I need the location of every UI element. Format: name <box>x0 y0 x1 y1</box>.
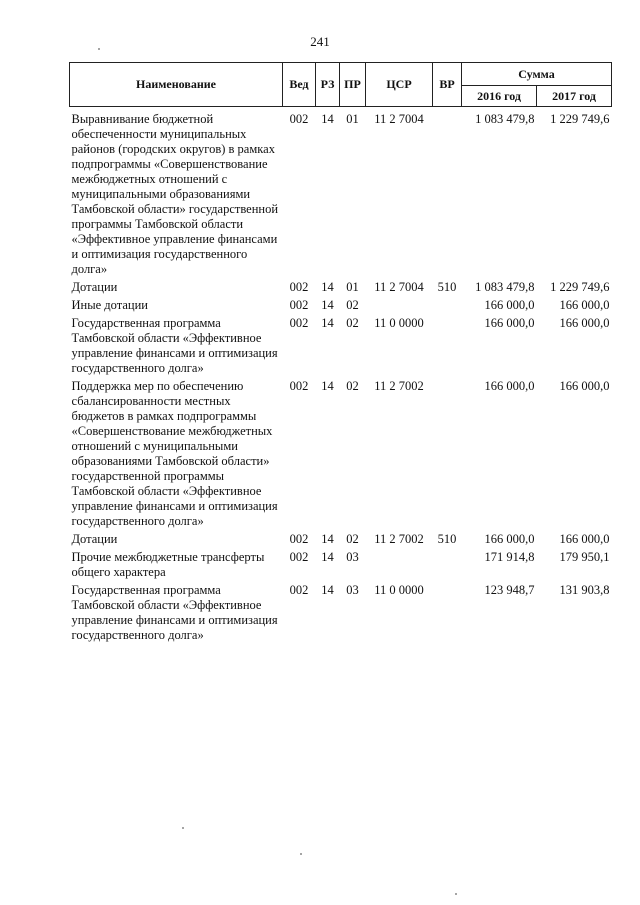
scan-speck <box>98 48 100 50</box>
table-row <box>70 280 612 298</box>
cell-sum-2016: 1 083 479,8 <box>475 112 535 126</box>
cell-rz: 14 <box>321 316 334 330</box>
cell-rz: 14 <box>321 298 334 312</box>
cell-pr: 02 <box>346 298 359 312</box>
cell-name: Государственная программа Тамбовской области «Эффективное управление финансами и оптимизация государственного долга» <box>71 316 278 375</box>
table-row <box>70 583 612 646</box>
cell-sum-2017: 166 000,0 <box>559 379 610 393</box>
cell-vr <box>433 316 462 379</box>
cell-pr: 02 <box>346 379 359 393</box>
header-vr: ВР <box>433 63 462 107</box>
cell-pr: 03 <box>346 550 359 564</box>
cell-sum-2017: 1 229 749,6 <box>550 280 610 294</box>
cell-csr: 11 2 7004 <box>374 112 424 126</box>
header-pr: ПР <box>340 63 366 107</box>
cell-sum-2016: 166 000,0 <box>484 379 535 393</box>
header-year-2017: 2017 год <box>537 86 612 107</box>
cell-ved: 002 <box>289 316 309 330</box>
cell-pr: 01 <box>346 112 359 126</box>
cell-sum-2017: 166 000,0 <box>559 532 610 546</box>
cell-csr: 11 2 7002 <box>374 532 424 546</box>
cell-ved: 002 <box>289 379 309 393</box>
cell-rz: 14 <box>321 112 334 126</box>
cell-pr: 02 <box>346 532 359 546</box>
cell-vr <box>433 550 462 583</box>
cell-ved: 002 <box>289 550 309 564</box>
table-row <box>70 316 612 379</box>
header-year-2016: 2016 год <box>462 86 537 107</box>
header-csr: ЦСР <box>366 63 433 107</box>
header-name: Наименование <box>70 63 283 107</box>
cell-rz: 14 <box>321 280 334 294</box>
page-number: 241 <box>310 34 330 49</box>
cell-ved: 002 <box>289 112 309 126</box>
cell-pr: 03 <box>346 583 359 597</box>
cell-csr <box>366 550 433 583</box>
scan-speck <box>455 893 457 895</box>
cell-name: Выравнивание бюджетной обеспеченности муниципальных районов (городских округов) в рамках подпрограммы «Совершенствование межбюджетных отношений с муниципальными образованиями Тамбовской области» государственной программы Тамбовской области «Эффективное управление финансами и оптимизация государственного долга» <box>71 112 279 276</box>
cell-sum-2017: 1 229 749,6 <box>550 112 610 126</box>
cell-vr <box>433 107 462 281</box>
scan-speck <box>300 853 302 855</box>
cell-sum-2016: 166 000,0 <box>484 532 535 546</box>
scan-speck <box>182 827 184 829</box>
cell-rz: 14 <box>321 532 334 546</box>
cell-pr: 02 <box>346 316 359 330</box>
cell-sum-2017: 166 000,0 <box>559 316 610 330</box>
cell-ved: 002 <box>289 532 309 546</box>
cell-vr: 510 <box>437 280 457 294</box>
cell-vr <box>433 379 462 532</box>
table-row <box>70 532 612 550</box>
cell-ved: 002 <box>289 280 309 294</box>
cell-pr: 01 <box>346 280 359 294</box>
cell-csr: 11 2 7004 <box>374 280 424 294</box>
cell-ved: 002 <box>289 583 309 597</box>
cell-name: Поддержка мер по обеспечению сбалансированности местных бюджетов в рамках подпрограммы «Совершенствование межбюджетных отношений с муниципальными образованиями Тамбовской области» государственной программы Тамбовской области «Эффективное управление финансами и оптимизация государственного долга» <box>71 379 278 528</box>
header-ved: Вед <box>283 63 316 107</box>
table-header <box>70 63 612 107</box>
cell-sum-2016: 166 000,0 <box>484 316 535 330</box>
cell-sum-2016: 166 000,0 <box>484 298 535 312</box>
header-sum-group: Сумма <box>462 63 612 86</box>
cell-name: Прочие межбюджетные трансферты общего характера <box>71 550 265 579</box>
cell-sum-2017: 131 903,8 <box>559 583 610 597</box>
cell-sum-2017: 166 000,0 <box>559 298 610 312</box>
table-row <box>70 379 612 532</box>
budget-table <box>69 62 612 646</box>
cell-name: Иные дотации <box>71 298 148 312</box>
cell-name: Дотации <box>71 532 118 546</box>
cell-name: Государственная программа Тамбовской области «Эффективное управление финансами и оптимизация государственного долга» <box>71 583 278 642</box>
cell-vr <box>433 583 462 646</box>
cell-ved: 002 <box>289 298 309 312</box>
cell-name: Дотации <box>71 280 118 294</box>
cell-sum-2016: 123 948,7 <box>484 583 535 597</box>
cell-vr <box>433 298 462 316</box>
cell-rz: 14 <box>321 379 334 393</box>
cell-sum-2016: 171 914,8 <box>484 550 535 564</box>
cell-csr: 11 0 0000 <box>374 316 424 330</box>
cell-csr <box>366 298 433 316</box>
table-row <box>70 107 612 281</box>
table-body <box>70 107 612 647</box>
table-row <box>70 550 612 583</box>
cell-sum-2017: 179 950,1 <box>559 550 610 564</box>
cell-rz: 14 <box>321 550 334 564</box>
header-rz: РЗ <box>316 63 340 107</box>
cell-vr: 510 <box>437 532 457 546</box>
cell-csr: 11 2 7002 <box>374 379 424 393</box>
cell-sum-2016: 1 083 479,8 <box>475 280 535 294</box>
cell-csr: 11 0 0000 <box>374 583 424 597</box>
cell-rz: 14 <box>321 583 334 597</box>
table-row <box>70 298 612 316</box>
